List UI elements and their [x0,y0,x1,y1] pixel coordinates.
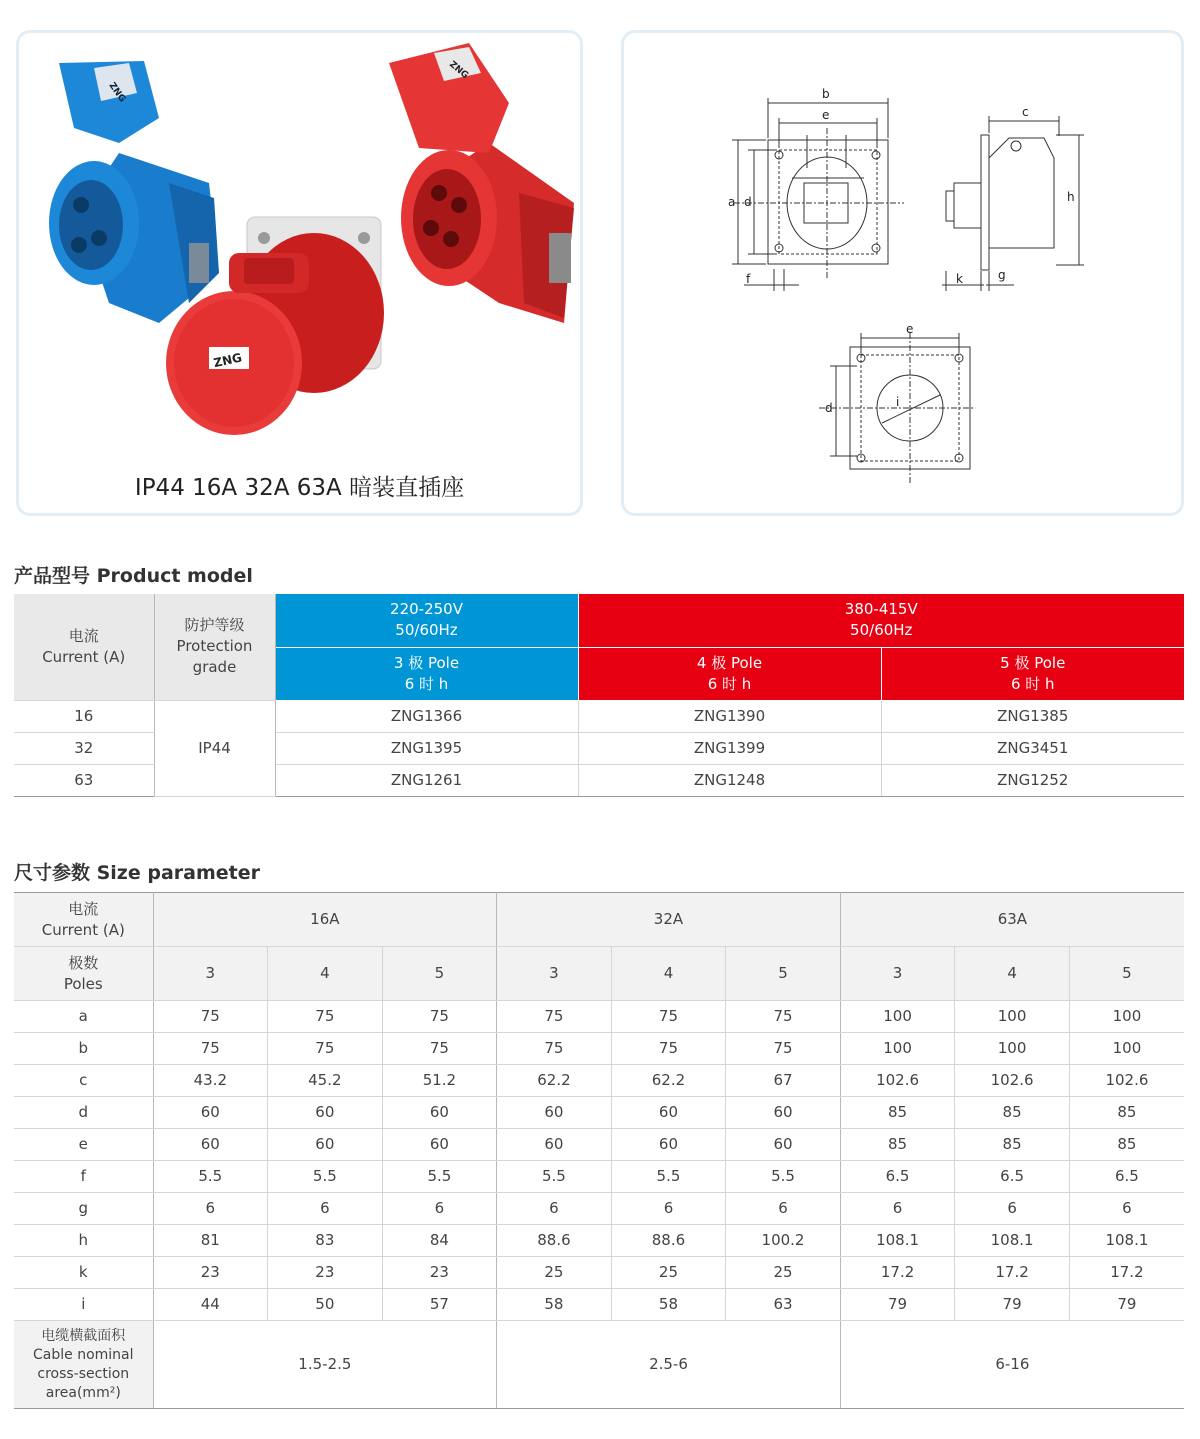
dimension-value: 5.5 [153,1161,268,1193]
table-row [14,1161,1184,1193]
table-row [14,1225,1184,1257]
dim-label-f: f [746,272,751,286]
voltage-red-line-1: 380-415V [844,600,918,619]
model-code: ZNG1395 [275,732,578,764]
dimension-value: 44 [153,1289,268,1321]
dimension-value: 60 [382,1097,497,1129]
voltage-red-header [578,594,1184,647]
dimension-value: 75 [611,1033,726,1065]
dimension-label: k [14,1257,153,1289]
dimension-value: 60 [268,1097,383,1129]
dim-label-d: d [744,195,752,209]
dimension-label: a [14,1001,153,1033]
dimension-value: 88.6 [611,1225,726,1257]
dimension-value: 75 [382,1033,497,1065]
dimension-value: 85 [1069,1129,1184,1161]
pole5-header [881,647,1184,700]
logo-text-red-front: ZNG [212,350,244,371]
dimension-value: 60 [382,1129,497,1161]
protection-value: IP44 [154,700,275,796]
dim-label-k: k [956,272,963,286]
pole-count: 3 [153,947,268,1001]
model-code: ZNG1261 [275,764,578,796]
logo-text-red-back: ZNG [447,59,470,82]
dimension-value: 75 [726,1033,841,1065]
pole4-header-line-2: 6 时 h [707,674,752,693]
dimension-value: 58 [611,1289,726,1321]
dimension-value: 63 [726,1289,841,1321]
current-header-zh: 电流 [68,626,99,645]
current-value: 32 [14,732,154,764]
dimension-value: 60 [726,1097,841,1129]
dimension-value: 6 [840,1193,955,1225]
dimension-diagram [624,33,1181,513]
dimension-value: 6 [153,1193,268,1225]
dimension-value: 100 [955,1033,1070,1065]
dimension-label: e [14,1129,153,1161]
dimension-value: 5.5 [382,1161,497,1193]
dim-label-b: b [822,87,830,101]
size-parameter-title: 尺寸参数 Size parameter [14,862,261,884]
dim-label-i: i [896,395,900,409]
dimension-value: 100 [840,1001,955,1033]
model-code: ZNG1252 [881,764,1184,796]
dim-label-a: a [728,195,736,209]
protection-header-en-1: Protection [176,637,253,656]
dimension-drawing-panel [621,30,1184,516]
current-header-en: Current (A) [42,647,126,666]
dimension-value: 6 [611,1193,726,1225]
dimension-value: 85 [955,1129,1070,1161]
protection-header-cell [154,594,275,700]
cable-label-en-3: area(mm²) [45,1384,121,1401]
dimension-value: 75 [382,1001,497,1033]
size-current-zh: 电流 [68,899,99,918]
voltage-blue-line-1: 220-250V [390,600,463,619]
cable-value-63a: 6-16 [840,1321,1184,1409]
cable-label-en-1: Cable nominal [33,1346,134,1363]
model-code: ZNG1399 [578,732,881,764]
pole5-header-line-1: 5 极 Pole [1000,653,1066,672]
dimension-value: 5.5 [726,1161,841,1193]
dimension-value: 102.6 [840,1065,955,1097]
dimension-label: b [14,1033,153,1065]
dimension-value: 50 [268,1289,383,1321]
current-group-16a: 16A [153,893,497,947]
dimension-value: 45.2 [268,1065,383,1097]
dimension-value: 6 [382,1193,497,1225]
current-group-32a: 32A [497,893,841,947]
current-value: 16 [14,700,154,732]
dimension-value: 75 [153,1033,268,1065]
pole-count: 4 [955,947,1070,1001]
dimension-value: 17.2 [1069,1257,1184,1289]
current-value: 63 [14,764,154,796]
dimension-value: 25 [497,1257,612,1289]
dimension-value: 81 [153,1225,268,1257]
dimension-value: 75 [153,1001,268,1033]
current-header-cell [14,594,154,700]
pole4-header [578,647,881,700]
dimension-value: 62.2 [497,1065,612,1097]
dim-label-e: e [822,108,830,122]
dimension-value: 100 [1069,1033,1184,1065]
dimension-value: 108.1 [840,1225,955,1257]
dimension-value: 67 [726,1065,841,1097]
table-row [14,1097,1184,1129]
dimension-value: 100 [1069,1001,1184,1033]
dimension-value: 100.2 [726,1225,841,1257]
dim-label-e2: e [906,322,914,336]
pole-count: 5 [726,947,841,1001]
product-illustration [19,33,580,453]
protection-header-en-2: grade [192,658,237,677]
size-current-header [14,893,153,947]
side-view-drawing [942,116,1084,291]
pole-count: 3 [840,947,955,1001]
dimension-label: d [14,1097,153,1129]
dimension-value: 23 [268,1257,383,1289]
dimension-value: 84 [382,1225,497,1257]
dimension-label: c [14,1065,153,1097]
model-code: ZNG3451 [881,732,1184,764]
size-poles-en: Poles [63,974,103,993]
table-row [14,1065,1184,1097]
dimension-value: 25 [611,1257,726,1289]
dimension-value: 85 [840,1097,955,1129]
dimension-value: 85 [1069,1097,1184,1129]
dimension-label: g [14,1193,153,1225]
dimension-value: 6 [497,1193,612,1225]
cable-label-en-2: cross-section [37,1365,130,1382]
current-group-63a: 63A [840,893,1184,947]
dimension-value: 23 [153,1257,268,1289]
product-model-table [14,594,1184,797]
dimension-value: 58 [497,1289,612,1321]
pole4-header-line-1: 4 极 Pole [696,653,763,672]
red-socket-back-image [389,43,574,323]
table-row [14,1001,1184,1033]
dimension-value: 79 [955,1289,1070,1321]
model-code: ZNG1385 [881,700,1184,732]
cable-label [14,1321,153,1409]
dimension-value: 108.1 [1069,1225,1184,1257]
protection-header-zh: 防护等级 [184,616,245,635]
dimension-value: 6 [955,1193,1070,1225]
dimension-value: 51.2 [382,1065,497,1097]
product-model-title: 产品型号 Product model [14,565,253,587]
pole-count: 3 [497,947,612,1001]
dimension-value: 60 [611,1129,726,1161]
cable-row [14,1321,1184,1409]
cable-value-32a: 2.5-6 [497,1321,841,1409]
dimension-value: 6.5 [955,1161,1070,1193]
dimension-label: h [14,1225,153,1257]
dimension-value: 6.5 [1069,1161,1184,1193]
pole-count: 4 [268,947,383,1001]
dimension-value: 5.5 [497,1161,612,1193]
pole-count: 5 [1069,947,1184,1001]
size-poles-zh: 极数 [68,953,99,972]
table-row [14,1129,1184,1161]
voltage-red-line-2: 50/60Hz [850,621,913,640]
dimension-value: 23 [382,1257,497,1289]
dimension-value: 6 [1069,1193,1184,1225]
dimension-value: 75 [268,1001,383,1033]
dimension-value: 6 [726,1193,841,1225]
blue-socket-image [49,61,219,323]
dimension-value: 25 [726,1257,841,1289]
dimension-value: 60 [611,1097,726,1129]
table-row [14,1033,1184,1065]
dimension-value: 85 [955,1097,1070,1129]
table-row [14,700,1184,732]
size-parameter-table [14,892,1184,1409]
dimension-value: 62.2 [611,1065,726,1097]
model-code: ZNG1366 [275,700,578,732]
voltage-blue-header [275,594,578,647]
dimension-value: 75 [497,1001,612,1033]
dimension-value: 6 [268,1193,383,1225]
dimension-value: 75 [611,1001,726,1033]
dimension-value: 108.1 [955,1225,1070,1257]
table-row [14,1193,1184,1225]
dimension-value: 85 [840,1129,955,1161]
dim-label-h: h [1067,190,1075,204]
dimension-value: 88.6 [497,1225,612,1257]
product-photo-panel [16,30,583,516]
table-row [14,1289,1184,1321]
dimension-value: 17.2 [955,1257,1070,1289]
dim-label-c: c [1022,105,1029,119]
dimension-value: 60 [497,1097,612,1129]
size-poles-header [14,947,153,1001]
model-code: ZNG1248 [578,764,881,796]
dimension-value: 6.5 [840,1161,955,1193]
dimension-value: 60 [726,1129,841,1161]
dimension-value: 60 [153,1097,268,1129]
cable-label-zh: 电缆横截面积 [41,1327,126,1344]
dimension-label: i [14,1289,153,1321]
dimension-value: 17.2 [840,1257,955,1289]
size-current-en: Current (A) [41,920,125,939]
dimension-value: 79 [1069,1289,1184,1321]
dimension-value: 60 [153,1129,268,1161]
dimension-value: 60 [268,1129,383,1161]
dimension-value: 100 [955,1001,1070,1033]
dimension-value: 60 [497,1129,612,1161]
pole3-header-line-2: 6 时 h [404,674,449,693]
pole3-header [275,647,578,700]
pole-count: 5 [382,947,497,1001]
dimension-value: 57 [382,1289,497,1321]
product-caption: IP44 16A 32A 63A 暗装直插座 [134,475,465,501]
dimension-label: f [14,1161,153,1193]
dimension-value: 75 [268,1033,383,1065]
dimension-value: 43.2 [153,1065,268,1097]
dim-label-d2: d [825,401,833,415]
cable-value-16a: 1.5-2.5 [153,1321,497,1409]
table-row [14,1257,1184,1289]
dimension-value: 83 [268,1225,383,1257]
pole5-header-line-2: 6 时 h [1010,674,1055,693]
dimension-value: 79 [840,1289,955,1321]
dimension-value: 102.6 [1069,1065,1184,1097]
pole-count: 4 [611,947,726,1001]
dimension-value: 102.6 [955,1065,1070,1097]
logo-text-blue: ZNG [106,80,128,105]
dimension-value: 5.5 [611,1161,726,1193]
dimension-value: 75 [726,1001,841,1033]
voltage-blue-line-2: 50/60Hz [395,621,458,640]
dim-label-g: g [998,268,1006,282]
pole3-header-line-1: 3 极 Pole [393,653,460,672]
dimension-value: 100 [840,1033,955,1065]
dimension-value: 5.5 [268,1161,383,1193]
front-view-drawing [732,98,904,291]
dimension-value: 75 [497,1033,612,1065]
model-code: ZNG1390 [578,700,881,732]
